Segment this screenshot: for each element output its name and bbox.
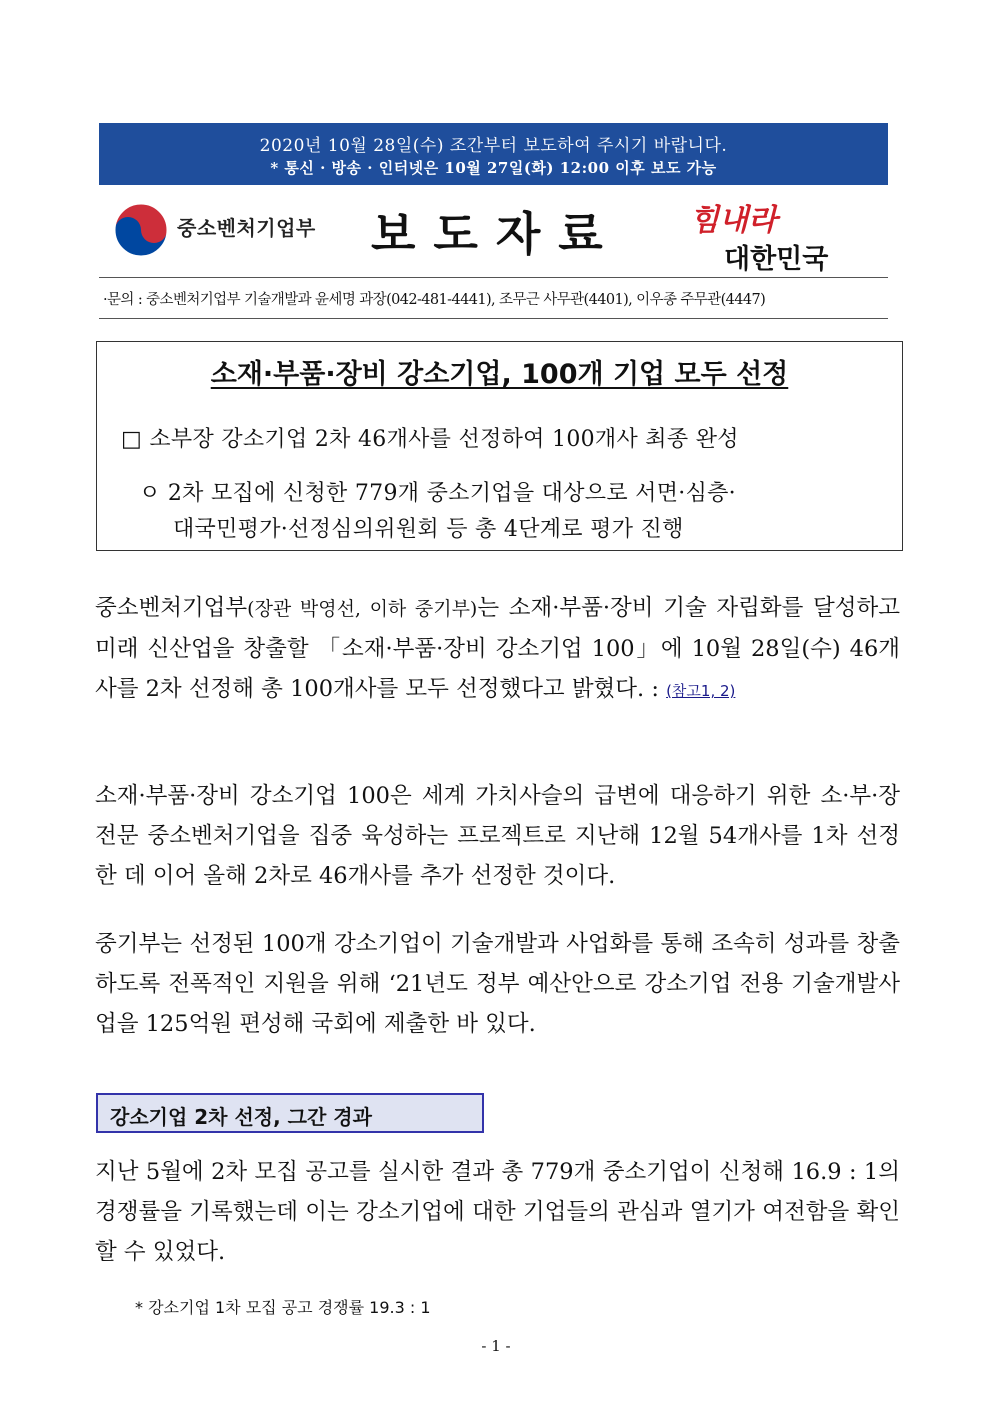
section-heading-text: 강소기업 2차 선정, 그간 경과	[110, 1105, 372, 1129]
summary-point-2-line-1: ㅇ 2차 모집에 신청한 779개 중소기업을 대상으로 서면·심층·	[139, 481, 736, 506]
headline	[97, 352, 902, 391]
press-release-title: 보도자료	[371, 207, 621, 261]
contact-info	[99, 277, 888, 319]
summary-box	[96, 341, 903, 551]
section-heading	[96, 1093, 484, 1133]
body-paragraph-2: 소재·부품·장비 강소기업 100은 세계 가치사슬의 급변에 대응하기 위한 소·부·장 전문 중소벤처기업을 집중 육성하는 프로젝트로 지난해 12월 54개사를 1차 선정한 데 이어 올해 2차로 46개사를 추가 선정한 것이다.	[95, 783, 900, 889]
embargo-banner	[99, 123, 888, 185]
p1-minister-note: (장관 박영선, 이하 중기부)	[247, 598, 478, 620]
body-paragraph-3: 중기부는 선정된 100개 강소기업이 기술개발과 사업화를 통해 조속히 성과를 창출하도록 전폭적인 지원을 위해 ‘21년도 정부 예산안으로 강소기업 전용 기술개발사업을 125억원 편성해 국회에 제출한 바 있다.	[95, 931, 900, 1037]
reference-link[interactable]: (참고1, 2)	[666, 682, 736, 700]
headline-text: 소재·부품·장비 강소기업, 100개 기업 모두 선정	[210, 359, 789, 390]
page-number: - 1 -	[481, 1337, 511, 1355]
slogan-text-1: 힘내라	[690, 203, 777, 238]
press-header	[99, 190, 888, 276]
government-emblem-icon	[113, 202, 169, 258]
body-paragraph-1	[95, 588, 900, 711]
contact-text: ·문의 : 중소벤처기업부 기술개발과 윤세명 과장(042-481-4441), 조무근 사무관(4401), 이우종 주무관(4447)	[103, 292, 766, 308]
p1-main-text: 는 소재·부품·장비 기술 자립화를 달성하고 미래 신산업을 창출할 「소재·부품·장비 강소기업 100」에 10월 28일(수) 46개사를 2차 선정해 총 100개사를 모두 선정했다고 밝혔다. :	[95, 595, 900, 702]
slogan-brush-icon	[682, 194, 852, 276]
section-paragraph-1: 지난 5월에 2차 모집 공고를 실시한 결과 총 779개 중소기업이 신청해 16.9 : 1의 경쟁률을 기록했는데 이는 강소기업에 대한 기업들의 관심과 열기가 여전함을 확인할 수 있었다.	[95, 1159, 900, 1265]
ministry-name: 중소벤처기업부	[177, 216, 316, 240]
slogan-logo	[682, 194, 852, 276]
p1-ministry: 중소벤처기업부	[95, 595, 248, 621]
embargo-line-1: 2020년 10월 28일(수) 조간부터 보도하여 주시기 바랍니다.	[259, 136, 728, 156]
embargo-line-2: * 통신 · 방송 · 인터넷은 10월 27일(화) 12:00 이후 보도 가능	[270, 159, 717, 177]
summary-point-1: □ 소부장 강소기업 2차 46개사를 선정하여 100개사 최종 완성	[121, 427, 739, 452]
footnote: * 강소기업 1차 모집 공고 경쟁률 19.3 : 1	[135, 1298, 431, 1317]
slogan-text-2: 대한민국	[724, 244, 829, 275]
summary-point-2-line-2: 대국민평가·선정심의위원회 등 총 4단계로 평가 진행	[173, 517, 684, 542]
